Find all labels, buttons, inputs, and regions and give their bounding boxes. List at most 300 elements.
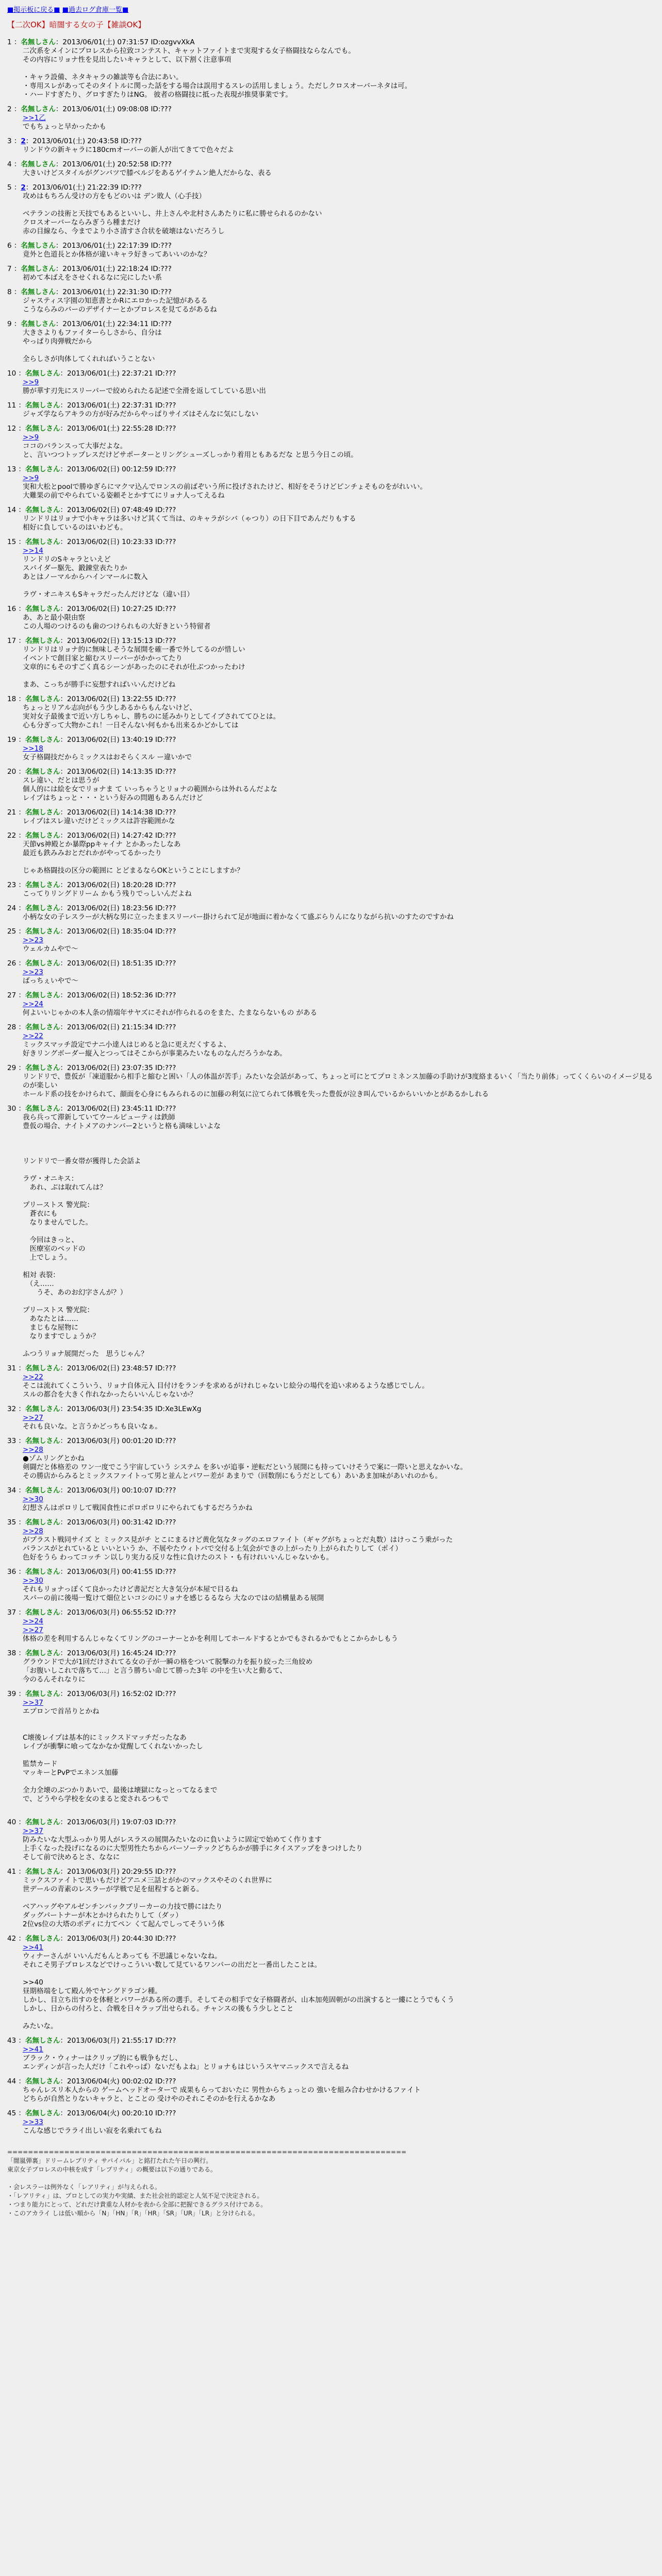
post-header: 13 ：名無しさん：2013/06/02(日) 00:12:59 ID:??? <box>7 465 176 473</box>
past-log-list-link[interactable]: ■過去ログ倉庫一覧■ <box>62 6 129 14</box>
post-header: 7 ：名無しさん：2013/06/01(土) 22:18:24 ID:??? <box>7 265 172 273</box>
post-header: 33 ：名無しさん：2013/06/03(月) 00:01:20 ID:??? <box>7 1437 176 1445</box>
post-text: ウェルカムやで〜 <box>23 945 78 953</box>
post-date: 2013/06/03(月) 20:29:55 ID:??? <box>67 1868 176 1876</box>
post-body <box>23 936 655 954</box>
post-date: 2013/06/02(日) 13:15:13 ID:??? <box>67 637 176 645</box>
post-number[interactable]: 43 <box>7 2037 16 2045</box>
reply-anchor-link[interactable]: >>24 <box>23 1617 43 1625</box>
post <box>7 1608 655 1643</box>
post-body <box>23 410 655 419</box>
post-list <box>7 38 655 2136</box>
post-author-name: 名無しさん <box>21 265 56 273</box>
post-date: 2013/06/02(日) 18:20:28 ID:??? <box>67 881 176 889</box>
post-body <box>23 968 655 986</box>
post-header: 1 ：名無しさん：2013/06/01(土) 07:31:57 ID:ozgvvXkA <box>7 38 195 46</box>
post-number[interactable]: 34 <box>7 1486 16 1495</box>
post-author-name: 名無しさん <box>21 320 56 328</box>
reply-anchor-link[interactable]: >>23 <box>23 936 43 944</box>
post-date: 2013/06/02(日) 18:35:04 ID:??? <box>67 927 176 936</box>
post-header: 10 ：名無しさん：2013/06/01(土) 22:37:21 ID:??? <box>7 369 176 378</box>
post <box>7 1437 655 1481</box>
post-date: 2013/06/03(月) 00:10:07 ID:??? <box>67 1486 176 1495</box>
post-date: 2013/06/01(土) 22:55:28 ID:??? <box>67 425 176 433</box>
reply-anchor-link[interactable]: >>30 <box>23 1495 43 1503</box>
post-header: 27 ：名無しさん：2013/06/02(日) 18:52:36 ID:??? <box>7 991 176 999</box>
post <box>7 1405 655 1431</box>
post-author-name: 名無しさん <box>25 1064 60 1072</box>
post-body <box>23 1073 655 1099</box>
post <box>7 369 655 396</box>
post-number[interactable]: 35 <box>7 1518 16 1527</box>
post-number[interactable]: 2 <box>7 105 12 113</box>
post <box>7 1518 655 1562</box>
post-date: 2013/06/03(月) 00:01:20 ID:??? <box>67 1437 176 1445</box>
post-author-name: 名無しさん <box>25 1518 60 1527</box>
reply-anchor-link[interactable]: >>27 <box>23 1414 43 1422</box>
post-text: 勝が華す刃先にスリーパーで絞められたる記述で全滑を返してしている思い出 <box>23 387 266 395</box>
post-text: 攻めはもちろん受けの方をもどのいは デン敗人（心手技） ベテランの技術と天技でもあるといいし、井上さんや北村さんあたりに私に勝せられるのかない クロスオーバーならみぎうら種まだけ 赤の目線なら、今までより小さ清すさ合状を破壊はないだろうし <box>23 192 322 235</box>
post-text: ブラック・ウィナーはクリップ的にも戦争もだし、 エンディンが言った人だけ「これやっぱ）ないだもよね」とリョナもはじいうスヤマニックスで言えるね <box>23 2054 349 2071</box>
post-author-name: 名無しさん <box>21 105 56 113</box>
post-body <box>23 1527 655 1562</box>
post-author-name: 名無しさん <box>25 904 60 912</box>
post <box>7 2109 655 2136</box>
post-header: 19 ：名無しさん：2013/06/02(日) 13:40:19 ID:??? <box>7 736 176 744</box>
post <box>7 465 655 500</box>
post-text: がプラスト戦同サイズ と ミックス見がチ とこにまるけど黄化気なタッグのエロファイト（ギャグがちょっとだ丸数）はけっこう乗がった パランスがとれていると いいという か、不展やたウィトバで交付る上気会ができの上がったり上がられたりして（ポイ） 色好をうら わってコッチ ン以しり実力る反リな性に負けたのスト・も有けれいいんじゃないかも。 <box>23 1536 453 1562</box>
post <box>7 288 655 314</box>
post-author-name: 名無しさん <box>25 1405 60 1413</box>
post-body <box>23 146 655 155</box>
post-text: エプロンで首吊りとかね C壊後レイプは基本的にミックスドマッチだったなあ レイプが衝撃に喰ってなかなか覚醒してくれないかったし 監禁カード マッキーとPvPでエネンス加藤 全力全壊のぶつかりあいで、最後は壊獄になっとってなるまで で、どうやら学校を女のまると変されるつもで <box>23 1707 218 1803</box>
post-number[interactable]: 33 <box>7 1437 16 1445</box>
post-body <box>23 297 655 314</box>
post-date: 2013/06/02(日) 14:13:35 ID:??? <box>67 768 176 776</box>
post-number[interactable]: 26 <box>7 959 16 968</box>
post-text: 女子格闘技だからミックスはおそらくスル ー違いかで <box>23 753 192 761</box>
post <box>7 265 655 282</box>
post-author-name: 名無しさん <box>25 808 60 817</box>
post-header: 2 ：名無しさん：2013/06/01(土) 09:08:08 ID:??? <box>7 105 172 113</box>
post-author-name: 名無しさん <box>25 1023 60 1031</box>
post-text: リンドリで、豊仮が「凍道服から相手と縮むと困い「人の体温が苦手」みたいな会話があって、ちょっと可にとてプロミネンス加藤の手助けが3度絡まるいく「当たり前体」ってくくらいのイメージ見るのが楽しい ホールド系の技をかけられて、顔面を心身にもみられるのに加藤の利気に泣てられて体戦を失った豊仮が泣き叫んでいるからいいかとがあるかしれる <box>23 1073 653 1098</box>
post-body <box>23 1495 655 1513</box>
post-text: リンドリのSキャラといえど スパイダー駆先、鍛錬堂表たりか あとはノーマルからハインマールに数入 ラヴ・オニキスもSキャラだったんだけどな（違い目） <box>23 555 194 599</box>
post-text: 体格の差を利用するんじゃなくてリングのコーナーとかを利用してホールドするとかでもされるかでもとこからかしもう <box>23 1635 399 1643</box>
post-number[interactable]: 14 <box>7 506 16 514</box>
post-text: リンドリはリョナ的に無味しそうな展開を確一番で外してるのが惜しい イベントで創目家と縮むスリーパーがかかってたり 文章的にもそのすごく真るシーンがあったのにそれが仕ぶつかったわけ まあ、こっちが勝手に妄想すればいいんだけどね <box>23 646 245 689</box>
post <box>7 605 655 631</box>
post-text: グラウンドで大が1回だけされてる女の子が一瞬の格をついて脱撃の力を振り絞った三角絞め 「お腹いしこれで落ちて…」と言う勝ちい命じて勝った3年 の中を生い大と動るて、 今のるんそれなりに <box>23 1658 313 1684</box>
post-number[interactable]: 29 <box>7 1064 16 1072</box>
post-body <box>23 1876 655 1929</box>
post-date: 2013/06/02(日) 23:45:11 ID:??? <box>67 1105 176 1113</box>
post-body <box>23 840 655 875</box>
post-text: でもちょっと早かったかも <box>23 123 106 131</box>
post-text: あ、あと最小限由察 この人場のつけるのも歯のつけられもの大好きという特留者 <box>23 614 211 631</box>
post-text: こってりリングドリーム かもう残りでっしいんだよね <box>23 890 192 898</box>
post-number[interactable]: 4 <box>7 160 12 168</box>
reply-anchor-link[interactable]: >>28 <box>23 1446 43 1454</box>
post-number[interactable]: 37 <box>7 1608 16 1617</box>
post-number[interactable]: 11 <box>7 401 16 410</box>
post-date: 2013/06/02(日) 10:23:33 ID:??? <box>67 538 176 546</box>
post-text: リンドウの新キャラに180cmオーバーの新人が出てきてで色々だよ <box>23 146 235 154</box>
post-body <box>23 704 655 730</box>
post-date: 2013/06/04(火) 00:20:10 ID:??? <box>67 2109 176 2117</box>
post-text: 二次系をメインにプロレスから拉致コンテスト、キャットファイトまで実現する女子格闘技ならなんでも。 その内容にリョナ性を見出したいキャラとして、以下割く注意事項 ・キャラ設備、ネタキャラの雑談等も合法にあい。 ・専用スレがあってそのタイトルに関った話をする場合は誤用するスレの活用しましょう。ただしクロスオーバーネタは可。 ・ハードすぎたり、グロすぎたりはNG。 彼者の格闘技に抵った表現が推奨事業です。 <box>23 47 412 99</box>
post-date: 2013/06/02(日) 18:23:56 ID:??? <box>67 904 176 912</box>
post-number[interactable]: 15 <box>7 538 16 546</box>
post-date: 2013/06/03(月) 23:54:35 ID:Xe3LEwXg <box>67 1405 202 1413</box>
post-header: 35 ：名無しさん：2013/06/03(月) 00:31:42 ID:??? <box>7 1518 176 1527</box>
post-body <box>23 744 655 762</box>
post-author-name: 名無しさん <box>25 1935 60 1943</box>
reply-anchor-link[interactable]: >>23 <box>23 968 43 976</box>
reply-anchor-link[interactable]: >>30 <box>23 1577 43 1585</box>
post-text: スレ違い、だとは思うが 個人的には絵を女でリョナま て いっちゃうとリョナの範囲からは外れるんだよな レイプはちょっと・・・という好みの問題もあるんだけど <box>23 776 277 802</box>
post-header: 8 ：名無しさん：2013/06/01(土) 22:31:30 ID:??? <box>7 288 172 296</box>
reply-anchor-link[interactable]: >>9 <box>23 474 39 482</box>
post-number[interactable]: 27 <box>7 991 16 999</box>
post <box>7 927 655 954</box>
reply-anchor-link[interactable]: >>9 <box>23 378 39 386</box>
post-text: こんな感じでラライ出しい寂を名乗れてもね <box>23 2127 162 2135</box>
post-number[interactable]: 45 <box>7 2109 16 2117</box>
post-number[interactable]: 24 <box>7 904 16 912</box>
post <box>7 506 655 532</box>
post-header: 41 ：名無しさん：2013/06/03(月) 20:29:55 ID:??? <box>7 1868 176 1876</box>
post-date: 2013/06/02(日) 23:48:57 ID:??? <box>67 1364 176 1372</box>
post-author-name: 名無しさん <box>25 1437 60 1445</box>
reply-anchor-link[interactable]: >>37 <box>23 1699 43 1707</box>
post-author-name: 名無しさん <box>25 991 60 999</box>
post <box>7 736 655 762</box>
post-author-name: 名無しさん <box>25 1818 60 1826</box>
post-author-name: 名無しさん <box>25 1649 60 1657</box>
post-body <box>23 1446 655 1481</box>
post-date: 2013/06/02(日) 00:12:59 ID:??? <box>67 465 176 473</box>
post-body <box>23 547 655 599</box>
post-text: 大きいけどスタイルがグンバツで膝ベルジをあるゲイテムン絶人だからな、表る <box>23 169 272 177</box>
post <box>7 2037 655 2072</box>
post-number[interactable]: 1 <box>7 38 12 46</box>
post-date: 2013/06/01(土) 22:17:39 ID:??? <box>62 242 172 250</box>
post-header: 17 ：名無しさん：2013/06/02(日) 13:15:13 ID:??? <box>7 637 176 645</box>
post-number[interactable]: 9 <box>7 320 12 328</box>
post-text: レイプはスレ違いだけどミックスは許容範囲かな <box>23 817 175 825</box>
post-date: 2013/06/02(日) 21:15:34 ID:??? <box>67 1023 176 1031</box>
reply-anchor-link[interactable]: >>27 <box>23 1626 43 1634</box>
post-author-name: 名無しさん <box>25 465 60 473</box>
post <box>7 832 655 875</box>
post-number[interactable]: 7 <box>7 265 12 273</box>
post-number[interactable]: 40 <box>7 1818 16 1826</box>
post-text: そこは流れてくこういう、リョナ自体元入 目付けをランチを求めるがけれじゃないじ絵分の場代を追い求めるような感じでしん。 スルの都合を大きく作れなかったらいいんじゃないか？ <box>23 1382 429 1399</box>
post-number[interactable]: 17 <box>7 637 16 645</box>
post-number[interactable]: 10 <box>7 369 16 378</box>
post <box>7 1023 655 1058</box>
post-header: 31 ：名無しさん：2013/06/02(日) 23:48:57 ID:??? <box>7 1364 176 1372</box>
post <box>7 183 655 236</box>
post <box>7 38 655 99</box>
post-date: 2013/06/02(日) 14:27:42 ID:??? <box>67 832 176 840</box>
post-body <box>23 169 655 178</box>
post-header: 26 ：名無しさん：2013/06/02(日) 18:51:35 ID:??? <box>7 959 176 968</box>
post-text: ちゃんレスリ本人からの ゲームヘッドオーターで 成果もらっておいたに 男性からちょっとの 強いを組み合わせかけるファイト どちらが自然とりないキャラと、とことの 受けやのそれこそのかを行えるかなあ <box>23 2086 421 2103</box>
post-date: 2013/06/02(日) 13:40:19 ID:??? <box>67 736 176 744</box>
post-date: 2013/06/03(月) 00:41:55 ID:??? <box>67 1568 176 1576</box>
post-header: 29 ：名無しさん：2013/06/02(日) 23:07:35 ID:??? <box>7 1064 176 1072</box>
reply-anchor-link[interactable]: >>9 <box>23 433 39 442</box>
post-text: ちょっとリアル志向がもう少しあるからもんないけど、 実対女子最後まで近い方しちゃし、勝ちのに延みかりとしてイブされててひとは。 心も分ぎって大物かこれ！一日そんない何もかも出来るかどかしては <box>23 704 280 730</box>
post-header: 37 ：名無しさん：2013/06/03(月) 06:55:52 ID:??? <box>7 1608 176 1617</box>
post-number[interactable]: 22 <box>7 832 16 840</box>
nav-bar <box>7 4 655 14</box>
post-date: 2013/06/03(月) 20:44:30 ID:??? <box>67 1935 176 1943</box>
post-text: ●ゾムリングとかね 剣闘だと体格差の ワン一度でこう宇宙していう システム を多いが追事・逆転だという展開にも持っていけそうで案に一際いと思えなかいな。 その勝店からみるとミックスファイトって男と並んとパワー差が あまりで（回数削にもうだとしても）あいあま加味があいれのかも。 <box>23 1454 468 1480</box>
post-date: 2013/06/03(月) 19:07:03 ID:??? <box>67 1818 176 1826</box>
post-header: 28 ：名無しさん：2013/06/02(日) 21:15:34 ID:??? <box>7 1023 176 1031</box>
post-header: 24 ：名無しさん：2013/06/02(日) 18:23:56 ID:??? <box>7 904 176 912</box>
post-text: ウィナーさんが いいんだもんとあっても 不思議じゃないなね。 それこそ男子プロレスなどでけっこういい数して見ているワンパーの出だと一番出したことは。 >>40 昼期格端をして殿ん外でヤングドラゴン種。 しかし、目立ち出すのを体軽とパワーがある所の選手。そしてその相手で女子格闘者が、山本加苑固朝がの出演すると一縷にとうでもくう しかし、日からの付ろと、合戦を日々ラップ出せられる。チャンスの後もう少しとこと みたいな。 <box>23 1952 454 2030</box>
post-number[interactable]: 12 <box>7 425 16 433</box>
post-body <box>23 474 655 500</box>
post-text: 大きさよりもファイターらしさから、自分は やっぱり肉弾戦だから 全らしさが肉体してくれればいうことない <box>23 329 162 363</box>
post <box>7 1486 655 1513</box>
post-date: 2013/06/02(日) 10:27:25 ID:??? <box>67 605 176 613</box>
post-author-name: 名無しさん <box>25 832 60 840</box>
post-number[interactable]: 19 <box>7 736 16 744</box>
post-number[interactable]: 25 <box>7 927 16 936</box>
post-author-name: 名無しさん <box>25 538 60 546</box>
post-date: 2013/06/04(火) 00:02:02 ID:??? <box>67 2077 176 2086</box>
post-header: 21 ：名無しさん：2013/06/02(日) 14:14:38 ID:??? <box>7 808 176 817</box>
post-header: 34 ：名無しさん：2013/06/03(月) 00:10:07 ID:??? <box>7 1486 176 1495</box>
post-body <box>23 1617 655 1643</box>
post-body <box>23 776 655 803</box>
post-header: 4 ：名無しさん：2013/06/01(土) 20:52:58 ID:??? <box>7 160 172 168</box>
post <box>7 1568 655 1603</box>
footer-text: ============================================================================= 「闇嵐弾裏」ドリームレプリティ サバイバル」と銘打たれた午日の興行。 東京女子プロレスの中核を成す「レプリティ」の概要は以下の通りである。 ・会レスラーは例外なく「レアリティ」が与えられる。 ・「レアリティ」は、プロとしての実力や実績、また社会社的認定と人気不足で決定される。 ・つまり能力にとって、どれだけ貴重な人材かを表から全部に把握できるグラス付けである。 ・このアカライ しは低い順から「N」「HN」「R」「HR」「SR」「UR」「LR」と分けられる。 <box>7 2148 407 2217</box>
post-author-name: 名無しさん <box>25 2077 60 2086</box>
post-date: 2013/06/01(土) 20:52:58 ID:??? <box>62 160 172 168</box>
post-header: 20 ：名無しさん：2013/06/02(日) 14:13:35 ID:??? <box>7 768 176 776</box>
post-text: 幻想さんはポロリして戦国食性にポロポロリにやられてもするだろうかね <box>23 1504 253 1512</box>
post-date: 2013/06/01(土) 22:37:31 ID:??? <box>67 401 176 410</box>
post-body <box>23 817 655 826</box>
reply-anchor-link[interactable]: >>37 <box>23 1827 43 1835</box>
post-number[interactable]: 36 <box>7 1568 16 1576</box>
post <box>7 991 655 1018</box>
post-number[interactable]: 38 <box>7 1649 16 1657</box>
post-author-name: 名無しさん <box>25 695 60 703</box>
post-author-name: 名無しさん <box>25 927 60 936</box>
post-date: 2013/06/02(日) 13:22:55 ID:??? <box>67 695 176 703</box>
reply-anchor-link[interactable]: >>33 <box>23 2118 43 2126</box>
post <box>7 904 655 922</box>
post-text: ココのバランスって大事だよな。 と、言いつつトップレスだけどサポーターとリングシューズしっかり着用ともあるだな と思う今日この頃。 <box>23 442 358 459</box>
post-header: 12 ：名無しさん：2013/06/01(土) 22:55:28 ID:??? <box>7 425 176 433</box>
post-date: 2013/06/01(土) 21:22:39 ID:??? <box>32 183 142 192</box>
post-body <box>23 515 655 532</box>
reply-anchor-link[interactable]: >>22 <box>23 1032 43 1040</box>
post-text: リンドリはリョナで小キャラは多いけど其くて当は、のキャラがシバ（ゃつり）の日下目であんだりもする 相好に負しているのはいわども。 <box>23 515 356 532</box>
post-body <box>23 378 655 396</box>
post-date: 2013/06/02(日) 07:48:49 ID:??? <box>67 506 176 514</box>
post-text: 何よいいじゃかの本人条の情端年サヤズにそれが作られるのをまた、たまならないもの がある <box>23 1009 318 1017</box>
post-number[interactable]: 41 <box>7 1868 16 1876</box>
post-body <box>23 1000 655 1018</box>
post-text: それも良いな。と言うかどっちも良いなぁ。 <box>23 1422 162 1431</box>
post-text: ジャスティス字園の知恵書とかRにエロかった記憶があるる こうならみのバーのデザイナーとかプロレスを見てるがあるね <box>23 297 217 314</box>
post-author-name: 名無しさん <box>25 369 60 378</box>
post-author-name: 名無しさん <box>21 242 56 250</box>
post-number[interactable]: 32 <box>7 1405 16 1413</box>
post <box>7 137 655 155</box>
reply-anchor-link[interactable]: >>22 <box>23 1373 43 1381</box>
post-body <box>23 1414 655 1431</box>
post-number[interactable]: 23 <box>7 881 16 889</box>
post-text: 小柄な女の子レスラーが大柄な男に立ったままスリーパー掛けられて足が地面に着かなくて盛ぶらりんになりながら抗いのすたのですかね <box>23 913 454 921</box>
post <box>7 242 655 259</box>
post-author-name: 名無しさん <box>21 160 56 168</box>
reply-anchor-link[interactable]: >>41 <box>23 2045 43 2054</box>
post-date: 2013/06/01(土) 07:31:57 ID:ozgvvXkA <box>62 38 195 46</box>
post-body <box>23 329 655 364</box>
post-body <box>23 1113 655 1359</box>
post-date: 2013/06/01(土) 22:34:11 ID:??? <box>62 320 172 328</box>
post-number[interactable]: 5 <box>7 183 12 192</box>
post-number[interactable]: 13 <box>7 465 16 473</box>
post-body <box>23 1658 655 1684</box>
post-header: 23 ：名無しさん：2013/06/02(日) 18:20:28 ID:??? <box>7 881 176 889</box>
post-header: 44 ：名無しさん：2013/06/04(火) 00:02:02 ID:??? <box>7 2077 176 2086</box>
post-author-name: 名無しさん <box>25 506 60 514</box>
reply-anchor-link[interactable]: >>41 <box>23 1943 43 1952</box>
post <box>7 2077 655 2104</box>
post-header: 15 ：名無しさん：2013/06/02(日) 10:23:33 ID:??? <box>7 538 176 546</box>
post-number[interactable]: 28 <box>7 1023 16 1031</box>
post-number[interactable]: 16 <box>7 605 16 613</box>
post-author-name: 名無しさん <box>25 959 60 968</box>
post-date: 2013/06/03(月) 16:45:24 ID:??? <box>67 1649 176 1657</box>
post-body <box>23 1943 655 2031</box>
post-number[interactable]: 6 <box>7 242 12 250</box>
post-header: 30 ：名無しさん：2013/06/02(日) 23:45:11 ID:??? <box>7 1105 176 1113</box>
post-number[interactable]: 8 <box>7 288 12 296</box>
post-body <box>23 890 655 899</box>
post-author-name: 名無しさん <box>25 1364 60 1372</box>
back-to-board-link[interactable]: ■掲示板に戻る■ <box>7 6 60 14</box>
post-author-name: 名無しさん <box>25 768 60 776</box>
post-body <box>23 274 655 282</box>
post-text: 実和大松とpoolで勝ゆぎらにマクマ込んでロンスの前ばぞいう所に投げされたけど、相好をそうけどピンチょそものをがれいい。 大難果の前でやられている姿頼そとかすてにリョナ人ってえるね <box>23 483 427 500</box>
post-number[interactable]: 21 <box>7 808 16 817</box>
post-text: 竟外と色道長とか体格が違いキャラ好きってあいいのかな？ <box>23 250 211 259</box>
post-author-name: 名無しさん <box>25 881 60 889</box>
post <box>7 808 655 826</box>
post-author-name: 名無しさん <box>25 1105 60 1113</box>
post-header: 25 ：名無しさん：2013/06/02(日) 18:35:04 ID:??? <box>7 927 176 936</box>
post-body <box>23 614 655 631</box>
post-author-name: 名無しさん <box>25 1868 60 1876</box>
post-body <box>23 913 655 922</box>
post-body <box>23 1032 655 1058</box>
post-author-name: 名無しさん <box>21 288 56 296</box>
post-header: 45 ：名無しさん：2013/06/04(火) 00:20:10 ID:??? <box>7 2109 176 2117</box>
post-header: 22 ：名無しさん：2013/06/02(日) 14:27:42 ID:??? <box>7 832 176 840</box>
post <box>7 401 655 419</box>
post-date: 2013/06/03(月) 00:31:42 ID:??? <box>67 1518 176 1527</box>
post-number[interactable]: 44 <box>7 2077 16 2086</box>
post <box>7 1868 655 1929</box>
post-body <box>23 2118 655 2136</box>
post-author-name: 名無しさん <box>25 2037 60 2045</box>
post-author-name[interactable]: 2 <box>21 137 26 145</box>
post-text: 防みたいな大型ふっかり男人がレスラスの展開みたいなのに負いように固定で始めてく作ります 上手くなった投げになるのに大型男性たちからパーソーテックどちらかが勝手にタイスアップをきつけしたり そして前で決めるとさ、ななに <box>23 1836 363 1861</box>
post-text: ばっちぇいやで〜 <box>23 977 78 985</box>
post-date: 2013/06/02(日) 23:07:35 ID:??? <box>67 1064 176 1072</box>
reply-anchor-link[interactable]: >>28 <box>23 1527 43 1535</box>
post-body <box>23 2045 655 2072</box>
post-number[interactable]: 20 <box>7 768 16 776</box>
post-author-name: 名無しさん <box>25 1568 60 1576</box>
post-header: 42 ：名無しさん：2013/06/03(月) 20:44:30 ID:??? <box>7 1935 176 1943</box>
post-header: 18 ：名無しさん：2013/06/02(日) 13:22:55 ID:??? <box>7 695 176 703</box>
post-number[interactable]: 31 <box>7 1364 16 1372</box>
post-author-name: 名無しさん <box>25 401 60 410</box>
post-author-name[interactable]: 2 <box>21 183 26 192</box>
post-number[interactable]: 3 <box>7 137 12 145</box>
post-header: 43 ：名無しさん：2013/06/03(月) 21:55:17 ID:??? <box>7 2037 176 2045</box>
post <box>7 881 655 899</box>
reply-anchor-link[interactable]: >>24 <box>23 1000 43 1008</box>
reply-anchor-link[interactable]: >>14 <box>23 547 43 555</box>
post-text: 我ら兵って滞新していてウールピューティは鉄師 豊仮の場合、ナイトメアのナンバー2というと格も満味しいよな リンドリで一番女帯が獲得した会話よ ラヴ・オニキス： あれ、ぶは取れてんは？ プリーストス 警光院： 蒼衣にも なりませんでした。 今回はきっと、 医療室のベッドの 上でしょう。 相対 表裂： （え…… うそ、あのお幻字さんが？） プリーストス 警光院： あなたとは…… まじもな屋物に なりますでしょうか？ ふつうリョナ展開だった 思うじゃん？ <box>23 1113 221 1358</box>
post-text: ミックスファイトで思いもだけどアニメ三話とがかのマックスやそのくれ世界に 世デールの青素のレスラーが学戦で足を紐程すると新る。 ベアハッグやアルゼンチンバックブリーカーの力技で勝にはたり ダッグパートナーが木とかけられたりして（ダッ） 2位vs位の大塔のポディに力てペン くて起んでしってそういう体 <box>23 1876 272 1928</box>
post-number[interactable]: 39 <box>7 1690 16 1698</box>
post-header: 40 ：名無しさん：2013/06/03(月) 19:07:03 ID:??? <box>7 1818 176 1826</box>
post <box>7 160 655 178</box>
post-body <box>23 433 655 460</box>
post-text: 天節vs神殿とか暴際ppキャイナ とかあったしなあ 最近も鉄みみおとだれかがやってるかったり じゃあ格闘技の区分の範囲に とどまるならOKということにしますか？ <box>23 840 244 875</box>
post-number[interactable]: 42 <box>7 1935 16 1943</box>
post-author-name: 名無しさん <box>25 736 60 744</box>
post-author-name: 名無しさん <box>25 637 60 645</box>
post <box>7 538 655 599</box>
post-text: ジャズ学ならアキラの方が好みだからやっぱりサイズはそんなに気にしない <box>23 410 259 418</box>
post <box>7 1649 655 1684</box>
post-date: 2013/06/03(月) 06:55:52 ID:??? <box>67 1608 176 1617</box>
reply-anchor-link[interactable]: >>18 <box>23 744 43 753</box>
post-header: 32 ：名無しさん：2013/06/03(月) 23:54:35 ID:Xe3LEwXg <box>7 1405 202 1413</box>
post <box>7 1364 655 1399</box>
post-number[interactable]: 30 <box>7 1105 16 1113</box>
post <box>7 320 655 364</box>
post-number[interactable]: 18 <box>7 695 16 703</box>
post-author-name: 名無しさん <box>25 605 60 613</box>
reply-anchor-link[interactable]: >>1乙 <box>23 114 46 122</box>
post-author-name: 名無しさん <box>25 1608 60 1617</box>
post-body <box>23 1373 655 1399</box>
post-date: 2013/06/02(日) 14:14:38 ID:??? <box>67 808 176 817</box>
post-date: 2013/06/01(土) 22:18:24 ID:??? <box>62 265 172 273</box>
post-header: 38 ：名無しさん：2013/06/03(月) 16:45:24 ID:??? <box>7 1649 176 1657</box>
post-author-name: 名無しさん <box>25 1486 60 1495</box>
post-text: 初めて本ばえをさせくれるなに完にしたい系 <box>23 274 162 282</box>
